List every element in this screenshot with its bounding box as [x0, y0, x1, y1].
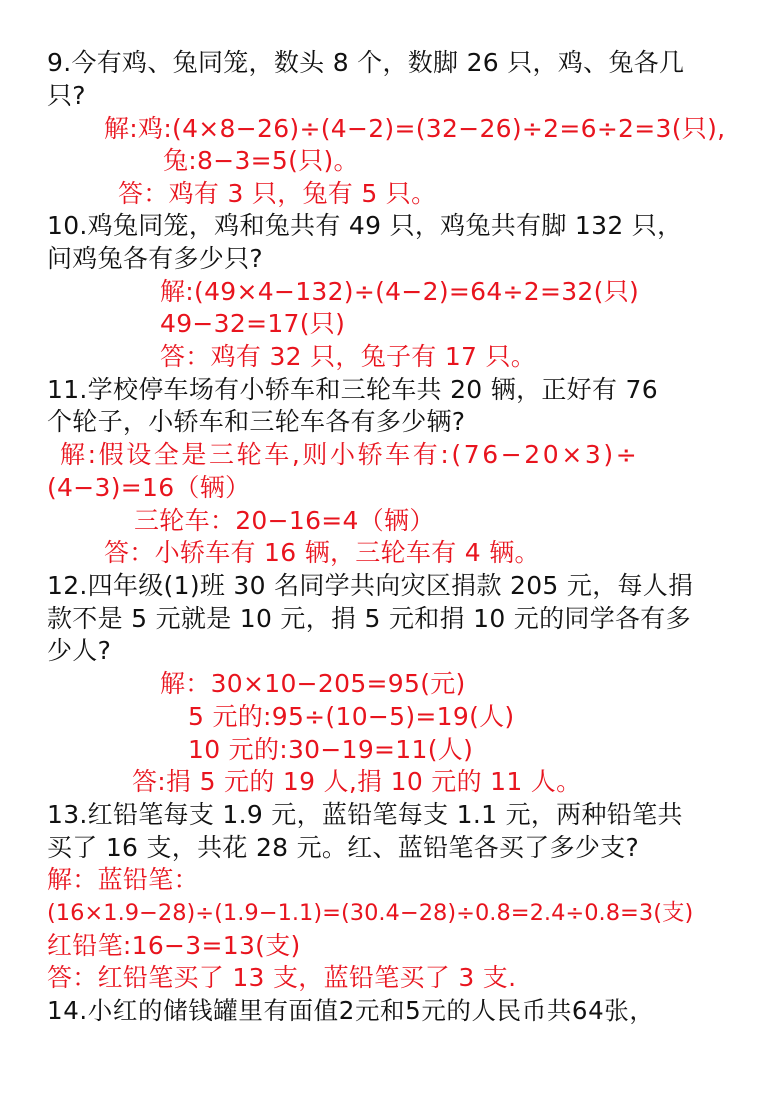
problem-10-question-line-2: 问鸡兔各有多少只?: [47, 244, 263, 273]
problem-12-solution-line-2: 5 元的:95÷(10−5)=19(人): [188, 702, 515, 731]
problem-14-question-line-1: 14.小红的储钱罐里有面值2元和5元的人民币共64张，: [47, 996, 655, 1025]
problem-10-solution-line-2: 49−32=17(只): [160, 309, 346, 338]
problem-10-solution-line-1: 解:(49×4−132)÷(4−2)=64÷2=32(只): [160, 277, 640, 306]
problem-11-solution-line-3: 三轮车：20−16=4（辆）: [134, 506, 435, 535]
problem-9-answer: 答：鸡有 3 只，兔有 5 只。: [118, 179, 437, 208]
problem-11-solution-line-1: 解:假设全是三轮车,则小轿车有:(76−20×3)÷: [60, 440, 640, 469]
problem-12-solution-line-1: 解：30×10−205=95(元): [160, 669, 466, 698]
problem-10-question-line-1: 10.鸡兔同笼，鸡和兔共有 49 只，鸡兔共有脚 132 只，: [47, 211, 683, 240]
problem-9-question-line-1: 9.今有鸡、兔同笼，数头 8 个，数脚 26 只，鸡、兔各几: [47, 48, 685, 77]
problem-11-question-line-2: 个轮子，小轿车和三轮车各有多少辆?: [47, 407, 466, 436]
problem-12-question-line-3: 少人?: [47, 636, 112, 665]
problem-13-question-line-2: 买了 16 支，共花 28 元。红、蓝铅笔各买了多少支?: [47, 833, 640, 862]
problem-11-solution-line-2: (4−3)=16（辆）: [47, 473, 251, 502]
problem-13-solution-line-2: (16×1.9−28)÷(1.9−1.1)=(30.4−28)÷0.8=2.4÷0.8=3(支): [47, 900, 694, 926]
problem-12-question-line-2: 款不是 5 元就是 10 元，捐 5 元和捐 10 元的同学各有多: [47, 604, 691, 633]
problem-9-solution-line-2: 兔:8−3=5(只)。: [163, 146, 359, 175]
problem-13-answer: 答：红铅笔买了 13 支，蓝铅笔买了 3 支.: [47, 963, 517, 992]
problem-12-answer: 答:捐 5 元的 19 人,捐 10 元的 11 人。: [132, 767, 582, 796]
problem-13-solution-line-1: 解：蓝铅笔：: [47, 865, 199, 894]
problem-11-answer: 答：小轿车有 16 辆，三轮车有 4 辆。: [104, 538, 540, 567]
problem-11-question-line-1: 11.学校停车场有小轿车和三轮车共 20 辆，正好有 76: [47, 375, 658, 404]
problem-9-question-line-2: 只?: [47, 81, 86, 110]
problem-12-question-line-1: 12.四年级(1)班 30 名同学共向灾区捐款 205 元，每人捐: [47, 571, 694, 600]
problem-9-solution-line-1: 解:鸡:(4×8−26)÷(4−2)=(32−26)÷2=6÷2=3(只),: [104, 114, 726, 143]
problem-12-solution-line-3: 10 元的:30−19=11(人): [188, 735, 474, 764]
problem-10-answer: 答：鸡有 32 只，兔子有 17 只。: [160, 342, 537, 371]
problem-13-solution-line-3: 红铅笔:16−3=13(支): [47, 931, 301, 960]
problem-13-question-line-1: 13.红铅笔每支 1.9 元，蓝铅笔每支 1.1 元，两种铅笔共: [47, 800, 683, 829]
